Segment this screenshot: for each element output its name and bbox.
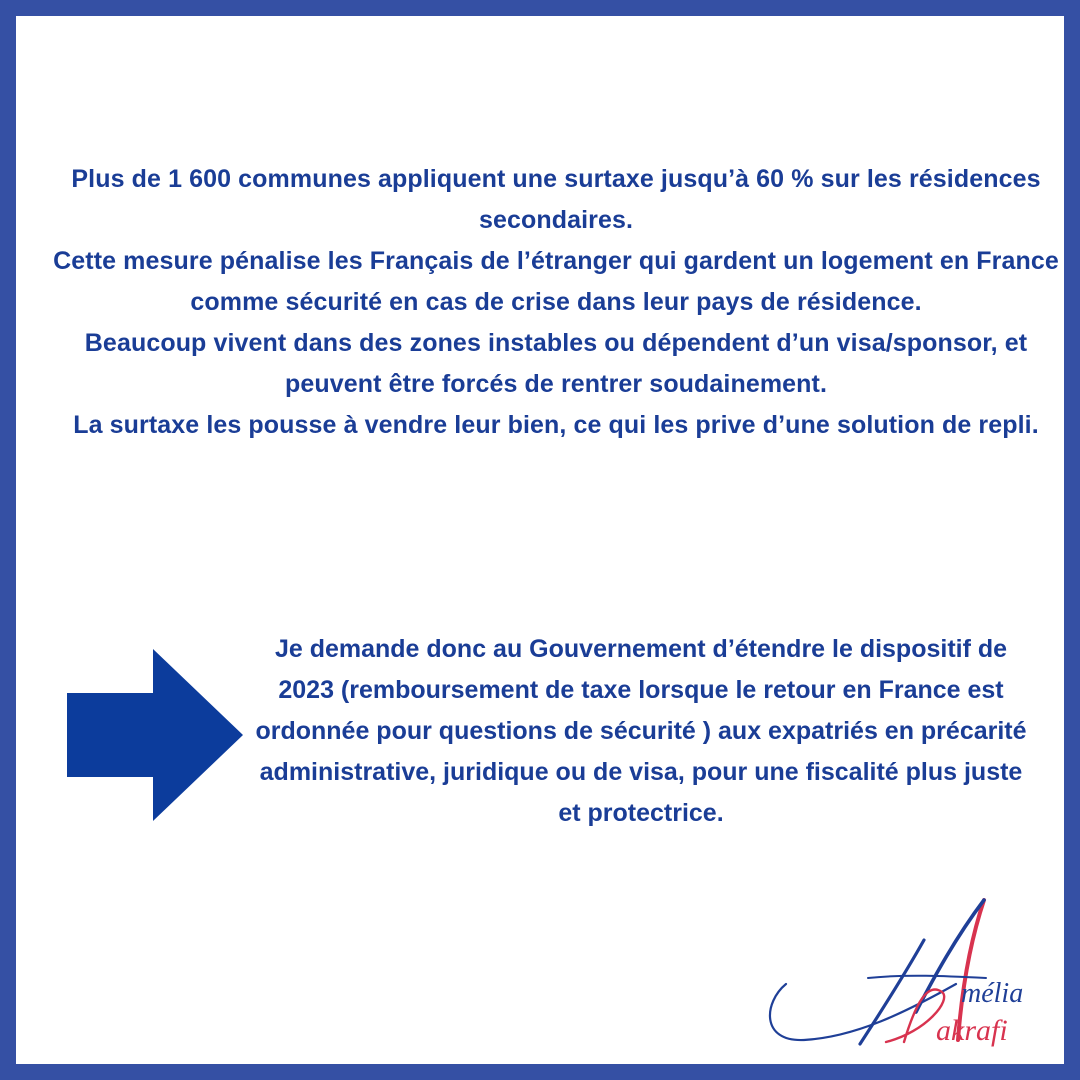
intro-paragraph-zones: Beaucoup vivent dans des zones instables ou dépendent d’un visa/sponsor, et peuvent être forcés de rentrer soudainement.: [84, 329, 1028, 398]
intro-paragraph-mesure: Cette mesure pénalise les Français de l’étranger qui gardent un logement en France comme sécurité en cas de crise dans leur pays de résidence.: [53, 247, 1059, 316]
intro-paragraph-surtaxe: Plus de 1 600 communes appliquent une surtaxe jusqu’à 60 % sur les résidences secondaires.: [71, 165, 1041, 234]
signature-first-name: mélia: [961, 978, 1024, 1009]
request-text: Je demande donc au Gouvernement d’étendre le dispositif de 2023 (remboursement de taxe lorsque le retour en France est ordonnée pour questions de sécurité ) aux expatriés en précarité administrative, juridique ou de visa, pour une fiscalité plus juste et protectrice.: [255, 635, 1027, 827]
signature-logo: [756, 892, 1036, 1062]
intro-paragraph-repli: La surtaxe les pousse à vendre leur bien, ce qui les prive d’une solution de repli.: [73, 411, 1039, 439]
intro-text: [40, 159, 1072, 446]
signature-last-name: akrafi: [936, 1014, 1008, 1047]
right-arrow-icon: [67, 649, 243, 821]
